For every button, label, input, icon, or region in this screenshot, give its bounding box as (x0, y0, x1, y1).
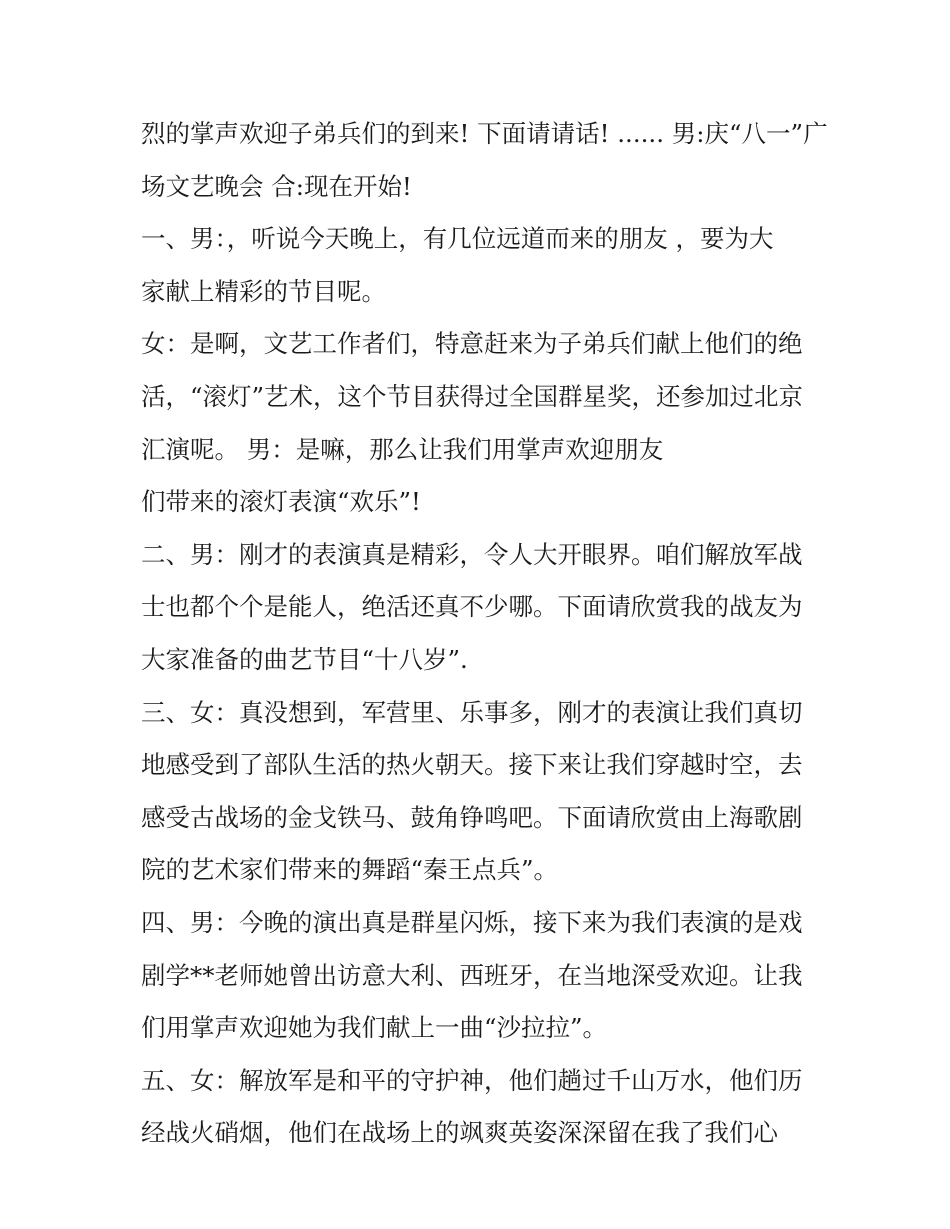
text-line: 士也都个个是能人，绝活还真不少哪。下面请欣赏我的战友为 (141, 592, 803, 622)
text-line: 二、男：刚才的表演真是精彩，令人大开眼界。咱们解放军战 (141, 539, 803, 569)
text-line: 剧学**老师她曾出访意大利、西班牙，在当地深受欢迎。让我 (141, 960, 803, 990)
text-line: 经战火硝烟，他们在战场上的飒爽英姿深深留在我了我们心 (141, 1118, 778, 1148)
document-body (141, 108, 828, 1160)
text-line: 家献上精彩的节目呢。 (141, 276, 386, 306)
text-line: 烈的掌声欢迎子弟兵们的到来! 下面请请话! ...... 男:庆“八一”广 (141, 119, 828, 148)
text-line: 四、男：今晚的演出真是群星闪烁，接下来为我们表演的是戏 (141, 907, 803, 937)
text-line: 一、男：，听说今天晚上，有几位远道而来的朋友 ，要为大 (141, 224, 774, 254)
text-line: 女：是啊，文艺工作者们，特意赶来为子弟兵们献上他们的绝 (141, 329, 803, 359)
text-line: 大家准备的曲艺节目“十八岁”. (141, 644, 468, 674)
text-line: 感受古战场的金戈铁马、鼓角铮鸣吧。下面请欣赏由上海歌剧 (141, 802, 803, 832)
text-line: 五、女：解放军是和平的守护神，他们趟过千山万水，他们历 (141, 1065, 803, 1095)
text-line: 活，“滚灯”艺术，这个节目获得过全国群星奖，还参加过北京 (141, 381, 804, 411)
text-line: 们用掌声欢迎她为我们献上一曲“沙拉拉”。 (141, 1013, 608, 1043)
text-line: 汇演呢。 男：是嘛，那么让我们用掌声欢迎朋友 (141, 434, 664, 464)
text-line: 场文艺晚会 合:现在开始! (141, 171, 412, 201)
text-line: 院的艺术家们带来的舞蹈“秦王点兵”。 (141, 855, 559, 885)
text-line: 地感受到了部队生活的热火朝天。接下来让我们穿越时空，去 (141, 750, 803, 780)
text-line: 们带来的滚灯表演“欢乐”! (141, 487, 421, 517)
text-line: 三、女：真没想到，军营里、乐事多，刚才的表演让我们真切 (141, 697, 803, 727)
